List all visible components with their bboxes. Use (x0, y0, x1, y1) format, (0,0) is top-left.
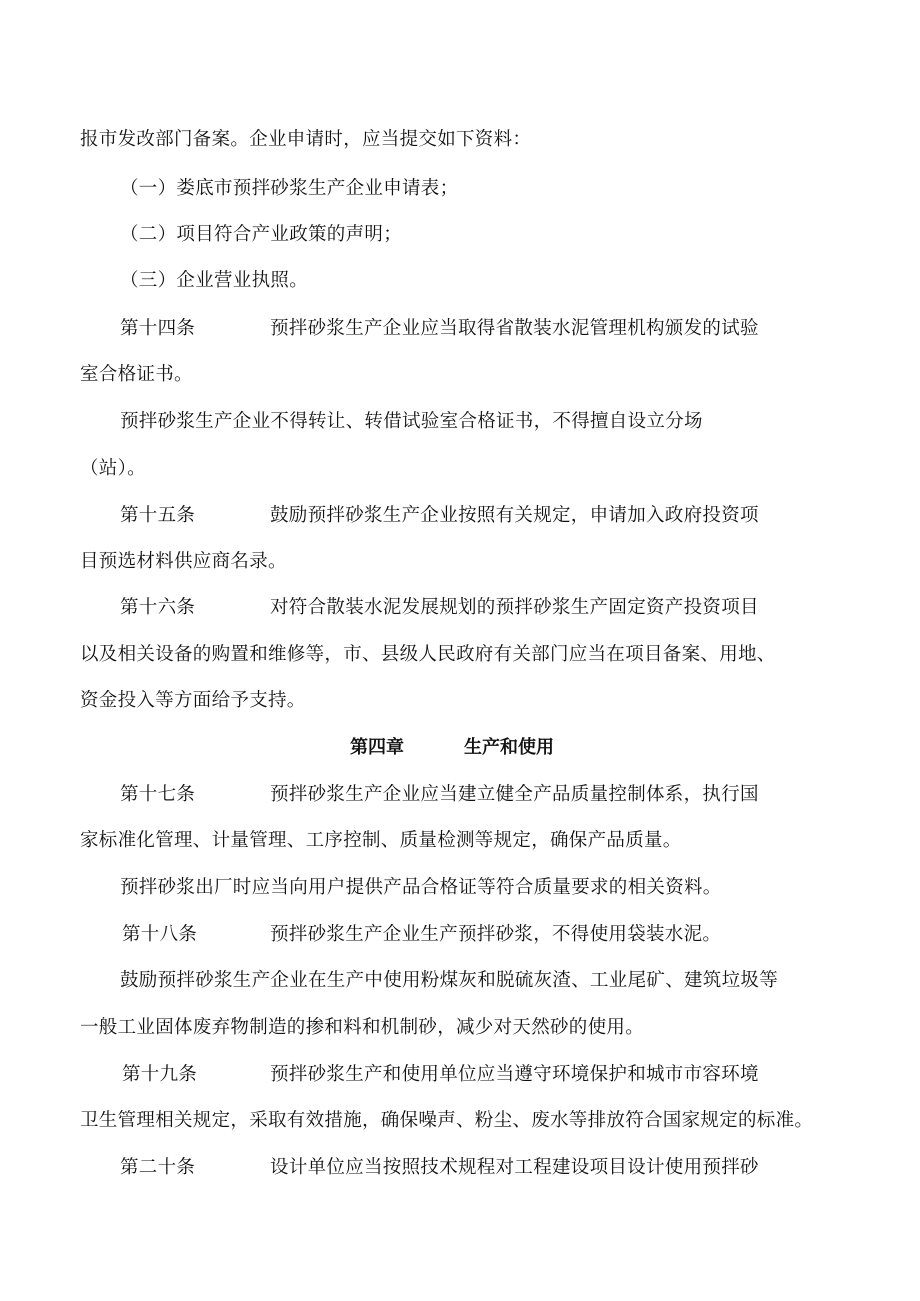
article-14-text: 预拌砂浆生产企业应当取得省散装水泥管理机构颁发的试验 (270, 318, 759, 339)
article-15-text: 鼓励预拌砂浆生产企业按照有关规定，申请加入政府投资项 (270, 505, 759, 526)
article-19-label: 第十九条 (122, 1064, 198, 1085)
article-14-heading-line (120, 317, 195, 341)
article-14-text-cont: 室合格证书。 (80, 364, 193, 385)
article-14-paragraph: 预拌砂浆生产企业不得转让、转借试验室合格证书，不得擅自设立分场 (120, 411, 703, 432)
list-item: （三）企业营业执照。 (120, 270, 309, 291)
article-20-text: 设计单位应当按照技术规程对工程建设项目设计使用预拌砂 (270, 1157, 759, 1178)
article-17-text: 预拌砂浆生产企业应当建立健全产品质量控制体系，执行国 (270, 784, 759, 805)
article-15-text-cont: 目预选材料供应商名录。 (80, 551, 287, 572)
list-item: （二）项目符合产业政策的声明； (120, 224, 403, 245)
article-15-label: 第十五条 (120, 505, 196, 526)
article-19-text: 预拌砂浆生产和使用单位应当遵守环境保护和城市市容环境 (270, 1064, 759, 1085)
article-16-text-cont: 资金投入等方面给予支持。 (80, 690, 306, 711)
article-18-label: 第十八条 (122, 924, 198, 945)
article-18-paragraph-cont: 一般工业固体废弃物制造的掺和料和机制砂，减少对天然砂的使用。 (80, 1017, 645, 1038)
chapter-number: 第四章 (350, 737, 404, 758)
list-item: （一）娄底市预拌砂浆生产企业申请表； (120, 178, 459, 199)
article-17-paragraph: 预拌砂浆出厂时应当向用户提供产品合格证等符合质量要求的相关资料。 (120, 877, 722, 898)
text-line: 报市发改部门备案。企业申请时，应当提交如下资料： (80, 129, 532, 150)
article-16-label: 第十六条 (120, 597, 196, 618)
article-17-text-cont: 家标准化管理、计量管理、工序控制、质量检测等规定，确保产品质量。 (80, 830, 682, 851)
article-20-label: 第二十条 (120, 1157, 196, 1178)
article-14-paragraph-cont: （站）。 (80, 458, 146, 479)
article-18-paragraph: 鼓励预拌砂浆生产企业在生产中使用粉煤灰和脱硫灰渣、工业尾矿、建筑垃圾等 (120, 970, 779, 991)
chapter-title: 生产和使用 (464, 737, 554, 758)
article-17-label: 第十七条 (120, 784, 196, 805)
article-19-text-cont: 卫生管理相关规定，采取有效措施，确保噪声、粉尘、废水等排放符合国家规定的标准。 (80, 1110, 814, 1131)
article-label: 第十四条 (120, 318, 196, 339)
article-16-text-cont: 以及相关设备的购置和维修等，市、县级人民政府有关部门应当在项目备案、用地、 (80, 644, 776, 665)
article-16-text: 对符合散装水泥发展规划的预拌砂浆生产固定资产投资项目 (270, 597, 759, 618)
article-18-text: 预拌砂浆生产企业生产预拌砂浆，不得使用袋装水泥。 (270, 924, 722, 945)
